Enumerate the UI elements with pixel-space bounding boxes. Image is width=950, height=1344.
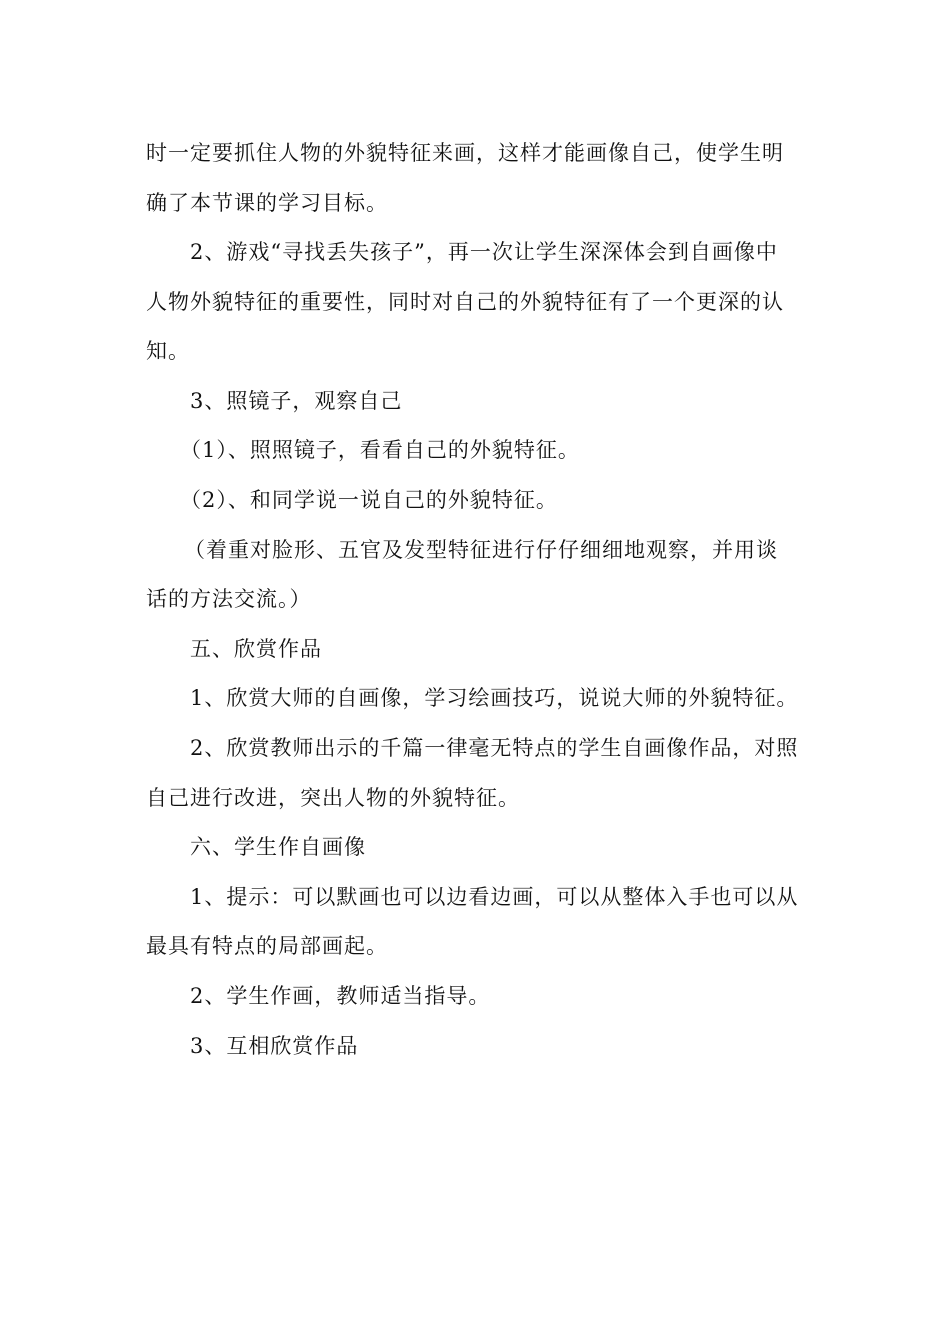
section-heading: 五、欣赏作品: [190, 637, 322, 661]
text-line: 2、欣赏教师出示的千篇一律毫无特点的学生自画像作品，对照: [190, 736, 799, 760]
text-line: 知。: [146, 339, 190, 363]
section-heading: 六、学生作自画像: [190, 835, 366, 859]
text-line: 1、欣赏大师的自画像，学习绘画技巧，说说大师的外貌特征。: [190, 686, 799, 710]
text-line: 确了本节课的学习目标。: [146, 191, 388, 215]
text-line: 最具有特点的局部画起。: [146, 934, 388, 958]
text-line: 1、提示：可以默画也可以边看边画，可以从整体入手也可以从: [190, 885, 799, 909]
text-line: 3、互相欣赏作品: [190, 1034, 359, 1058]
text-line: （2）、和同学说一说自己的外貌特征。: [180, 488, 558, 512]
text-line: 2、学生作画，教师适当指导。: [190, 984, 491, 1008]
text-line: 自己进行改进，突出人物的外貌特征。: [146, 786, 520, 810]
text-line: 话的方法交流。）: [146, 587, 312, 611]
text-line: 时一定要抓住人物的外貌特征来画，这样才能画像自己，使学生明: [146, 141, 784, 165]
text-line: 人物外貌特征的重要性，同时对自己的外貌特征有了一个更深的认: [146, 290, 784, 314]
text-line: 3、照镜子，观察自己: [190, 389, 403, 413]
text-line: 2、游戏“寻找丢失孩子”，再一次让学生深深体会到自画像中: [190, 240, 778, 264]
text-line: （着重对脸形、五官及发型特征进行仔仔细细地观察，并用谈: [184, 538, 778, 562]
text-line: （1）、照照镜子，看看自己的外貌特征。: [180, 438, 580, 462]
